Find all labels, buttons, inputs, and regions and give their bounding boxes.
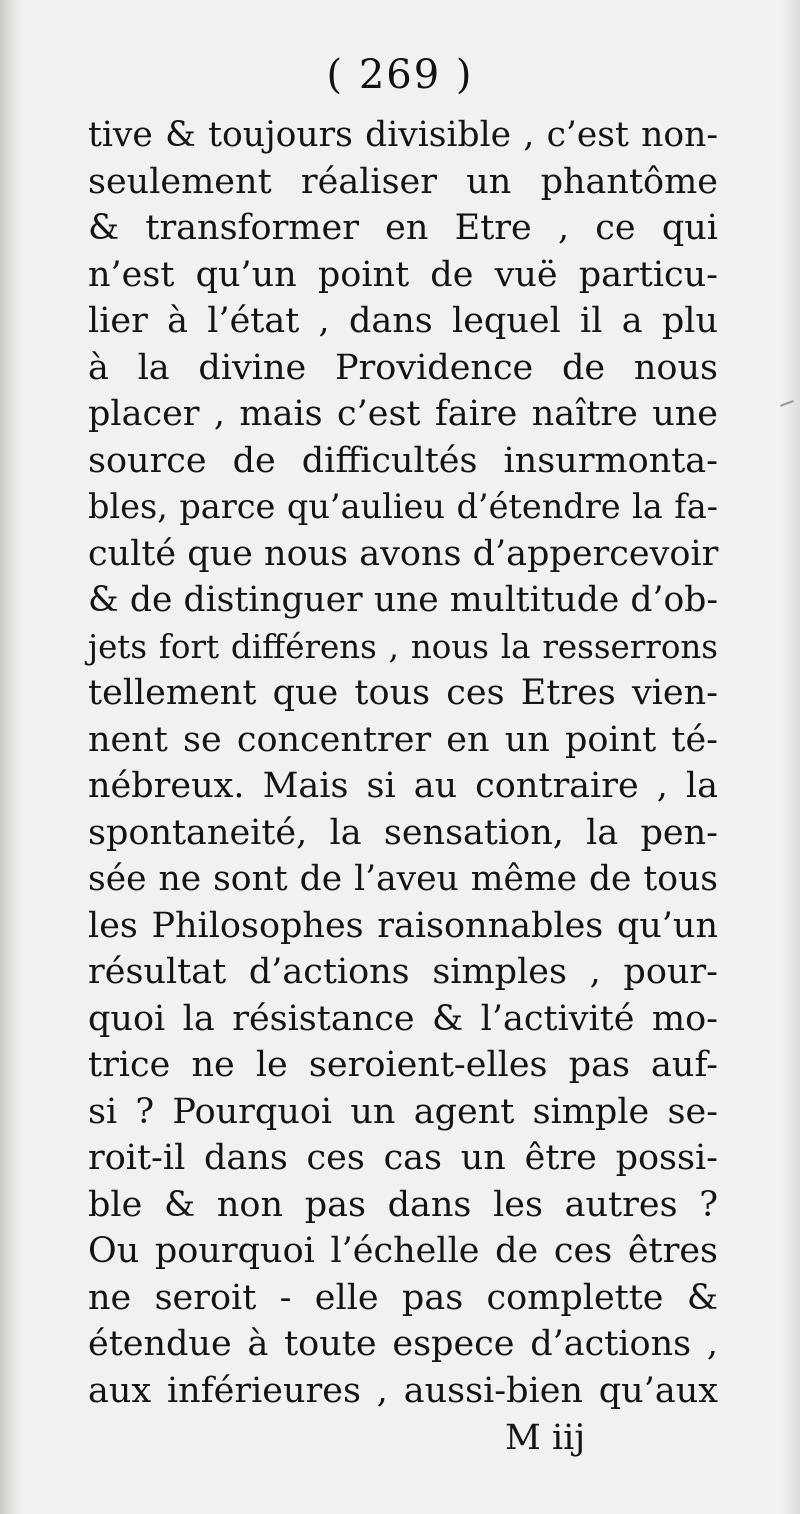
body-text	[88, 112, 718, 1414]
text-line: & de distinguer une multitude d’ob-	[88, 580, 718, 620]
text-line: à la divine Providence de nous	[88, 347, 718, 388]
text-line: n’est qu’un point de vuë particu-	[88, 254, 718, 295]
text-line: trice ne le seroient-elles pas auf-	[88, 1045, 718, 1085]
text-line: étendue à toute espece d’actions ,	[88, 1324, 718, 1364]
text-line: ne seroit - elle pas complette &	[88, 1277, 718, 1318]
text-line: culté que nous avons d’appercevoir	[88, 533, 719, 574]
text-line: lier à l’état , dans lequel il a plu	[88, 301, 718, 341]
text-line: quoi la résistance & l’activité mo-	[88, 998, 718, 1039]
text-line: tellement que tous ces Etres vien-	[88, 673, 718, 713]
text-line: bles, parce qu’aulieu d’étendre la fa-	[88, 487, 718, 526]
text-line: nent se concentrer en un point té-	[88, 719, 718, 760]
text-line: ble & non pas dans les autres ?	[88, 1184, 718, 1225]
page-number: ( 269 )	[326, 52, 474, 98]
signature-mark: M iij	[505, 1418, 586, 1458]
text-line: & transformer en Etre , ce qui	[88, 208, 718, 248]
text-line: source de difficultés insurmonta-	[88, 440, 718, 481]
text-line: jets fort différens , nous la resserrons	[88, 627, 718, 666]
binding-shadow	[0, 0, 22, 1514]
text-line: si ? Pourquoi un agent simple se-	[88, 1091, 718, 1132]
text-line: Ou pourquoi l’échelle de ces êtres	[88, 1231, 718, 1271]
text-line: roit-il dans ces cas un être possi-	[88, 1138, 718, 1178]
page-edge	[782, 0, 800, 1514]
text-line: spontaneité, la sensation, la pen-	[88, 812, 718, 853]
text-line: tive & toujours divisible , c’est non-	[88, 115, 718, 155]
text-line: placer , mais c’est faire naître une	[88, 394, 718, 434]
text-line: résultat d’actions simples , pour-	[88, 952, 718, 992]
text-line: les Philosophes raisonnables qu’un	[88, 905, 718, 946]
text-line: nébreux. Mais si au contraire , la	[88, 766, 718, 806]
text-line: aux inférieures , aussi-bien qu’aux	[88, 1370, 718, 1411]
text-line: sée ne sont de l’aveu même de tous	[88, 859, 718, 899]
text-line: seulement réaliser un phantôme	[88, 161, 718, 202]
